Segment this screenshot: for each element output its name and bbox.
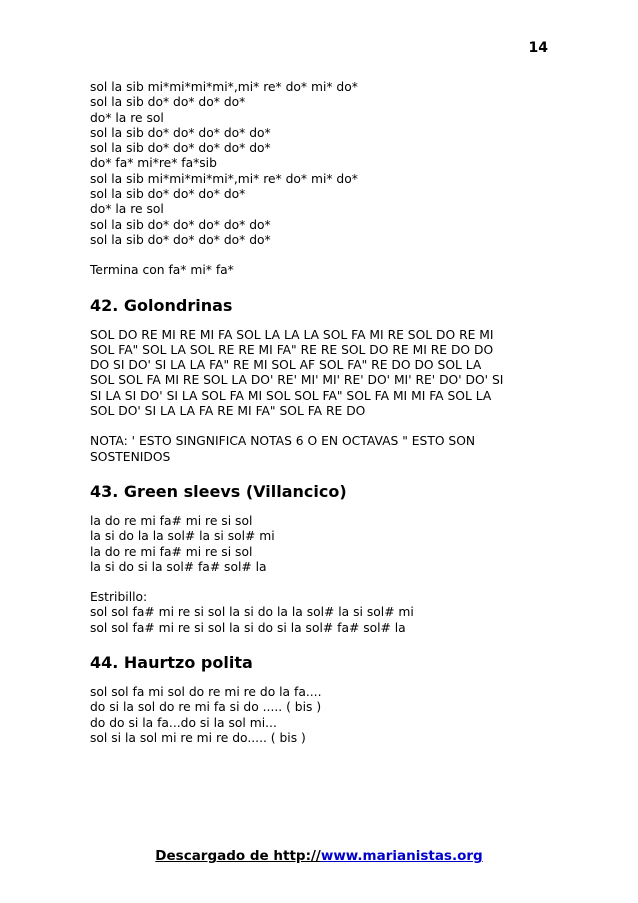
song-42-title: 42. Golondrinas [90,295,233,315]
page-number: 14 [528,40,548,56]
song-44-title: 44. Haurtzo polita [90,653,253,673]
song-43-verse: la do re mi fa# mi re si sol la si do la la sol# la si sol# mi la do re mi fa# mi re si sol la si do si la sol# fa# sol# la [90,513,275,574]
footer-link[interactable]: www.marianistas.org [320,848,483,864]
page-content [90,80,560,746]
intro-notes: sol la sib mi*mi*mi*mi*,mi* re* do* mi* do* sol la sib do* do* do* do* do* la re sol sol la sib do* do* do* do* do* sol la sib do* do* do* do* do* do* fa* mi*re* fa*sib sol la sib mi*mi*mi*mi*,mi* re* do* mi* do* sol la sib do* do* do* do* do* la re sol sol la sib do* do* do* do* do* sol la sib do* do* do* do* do* [90,80,358,247]
song-44-notes: sol sol fa mi sol do re mi re do la fa.... do si la sol do re mi fa si do ..... ( bis ) do do si la fa...do si la sol mi... sol si la sol mi re mi re do..... ( bis ) [90,685,322,745]
song-43-chorus: Estribillo: sol sol fa# mi re si sol la si do la la sol# la si sol# mi sol sol fa# mi re si sol la si do si la sol# fa# sol# la [90,590,414,635]
song-43-title: 43. Green sleevs (Villancico) [90,481,347,501]
song-42-note: NOTA: ' ESTO SINGNIFICA NOTAS 6 O EN OCTAVAS " ESTO SON SOSTENIDOS [90,434,476,464]
song-42-notes: SOL DO RE MI RE MI FA SOL LA LA LA SOL FA MI RE SOL DO RE MI SOL FA" SOL LA SOL RE RE MI FA" RE RE SOL DO RE MI RE DO DO DO SI DO' SI LA LA FA" RE MI SOL AF SOL FA" RE DO DO SOL LA SOL SOL FA MI RE SOL LA DO' RE' MI' MI' RE' DO' MI' RE' DO' DO' SI SI LA SI DO' SI LA SOL FA MI SOL SOL FA" SOL FA MI MI FA SOL LA SOL DO' SI LA LA FA RE MI FA" SOL FA RE DO [90,327,504,419]
intro-ending: Termina con fa* mi* fa* [90,263,234,278]
footer-prefix: Descargado de http:// [155,848,321,864]
footer [0,848,638,864]
